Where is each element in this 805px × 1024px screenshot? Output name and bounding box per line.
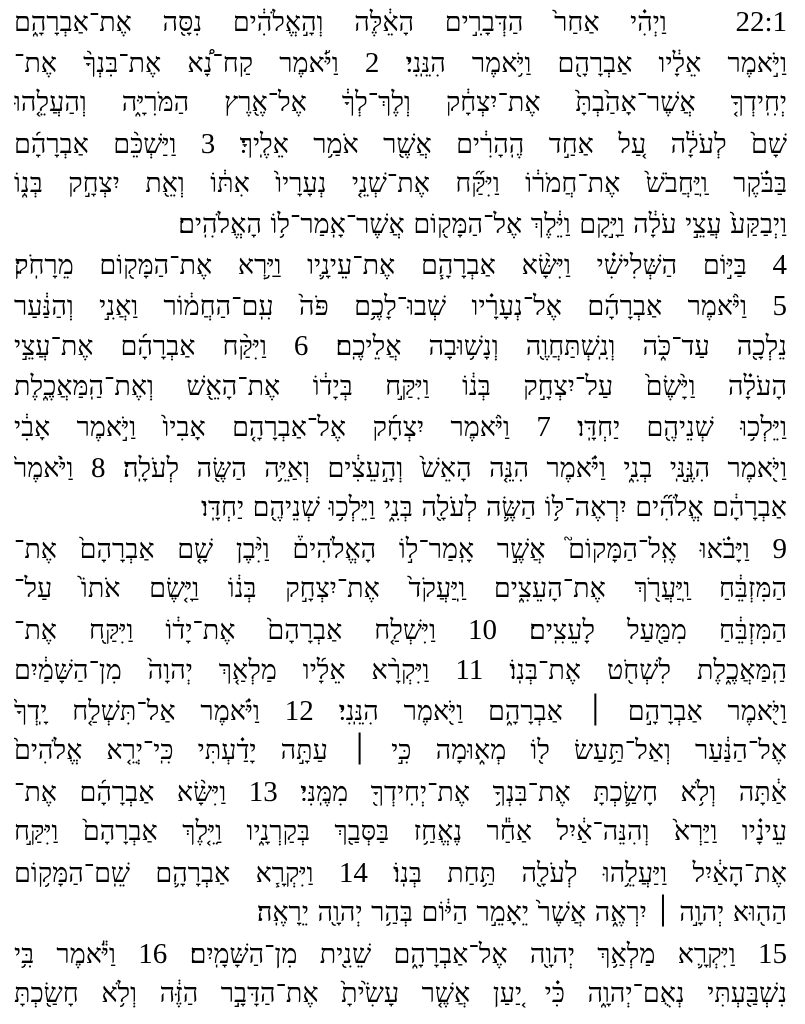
text-line: [14, 286, 787, 327]
verse-text: וַיִּקְרָ֛א מַלְאַ֥ךְ יְהוָ֖ה אֶל־אַבְרָהָ֑ם שֵׁנִ֖ית מִן־הַשָּׁמָֽיִם׃: [189, 938, 736, 970]
verse-text: וַיֹּ֖אמֶר הִנֶּ֣נִּֽי בְנִ֑י וַיֹּ֗אמֶר הִנֵּ֤ה הָאֵשׁ֙ וְהָ֣עֵצִ֔ים וְאַיֵּ֥ה הַשֶּׂ֖ה לְעֹלָֽה׃: [123, 452, 787, 484]
verse-text: נִשְׁבַּ֖עְתִּי נְאֻם־יְהוָ֑ה כִּ֗י יַ֚עַן אֲשֶׁ֤ר עָשִׂ֙יתָ֙ אֶת־הַדָּבָ֣ר הַזֶּ֔ה וְלֹ֥א חָשַׂ֖כְתָּ: [14, 978, 787, 1009]
verse-number: 10: [468, 613, 498, 646]
text-line: [14, 2, 787, 43]
verse-number: 15: [757, 937, 787, 970]
verse-text: וַיְבַקַּע֙ עֲצֵ֣י עֹלָ֔ה וַיָּ֣קָם וַיֵּ֔לֶךְ אֶל־הַמָּק֖וֹם אֲשֶׁר־אָֽמַר־ל֥וֹ הָאֱלֹהִֽים׃: [178, 208, 787, 240]
verse-number: 5: [772, 289, 787, 322]
text-line: [14, 529, 787, 570]
verse-number: 14: [338, 856, 368, 889]
verse-number: 4: [772, 249, 787, 281]
verse-number: 12: [284, 694, 314, 727]
verse-text: וַיֹּ֨אמֶר יִצְחָ֜ק אֶל־אַבְרָהָ֤ם אָבִיו֙ וַיֹּ֣אמֶר אָבִ֔י: [14, 412, 510, 443]
text-line: [14, 83, 787, 124]
text-line: [14, 43, 787, 84]
verse-text: וַיֹּ֙אמֶר֙: [14, 452, 74, 484]
verse-text: וַיִּשָּׂ֨א אַבְרָהָ֜ם אֶת־: [14, 776, 227, 808]
verse-number: 6: [293, 330, 309, 362]
verse-text: וַיָּבֹ֗אוּ אֶֽל־הַמָּקוֹם֮ אֲשֶׁ֣ר אָֽמַר־ל֣וֹ הָאֱלֹהִים֒ וַיִּ֨בֶן שָׁ֤ם אַבְרָהָם֙ אֶת־: [14, 533, 750, 565]
text-line: [14, 488, 787, 529]
verse-text: וַיִּקְרָ֧א אַבְרָהָ֛ם שֵֽׁם־הַמָּק֥וֹם: [14, 857, 314, 889]
verse-text: הָעֹלָ֗ה וַיָּ֙שֶׂם֙ עַל־יִצְחָ֣ק בְּנ֔וֹ וַיִּקַּ֣ח בְּיָד֔וֹ אֶת־הָאֵ֖שׁ וְאֶת־הַֽמַּאֲכֶ֑לֶת: [14, 370, 787, 402]
verse-text: וַיִּקַּ֨ח אַבְרָהָ֜ם אֶת־עֲצֵ֣י: [14, 331, 267, 362]
verse-text: אַבְרָהָ֔ם אֱלֹהִ֞ים יִרְאֶה־לּ֥וֹ הַשֶּׂ֛ה לְעֹלָ֖ה בְּנִ֑י וַיֵּלְכ֥וּ שְׁנֵיהֶ֖ם יַחְדָּֽו׃: [201, 492, 787, 523]
verse-text: הַֽמַּאֲכֶ֑לֶת לִשְׁחֹ֖ט אֶת־בְּנֽוֹ׃: [509, 655, 787, 686]
verse-text: בַּבֹּ֗קֶר וַֽיַּחֲבֹשׁ֙ אֶת־חֲמֹר֔וֹ וַיִּקַּ֞ח אֶת־שְׁנֵ֤י נְעָרָיו֙ אִתּ֔וֹ וְאֵ֖ת יִצְחָ֣ק בְּנ֑וֹ: [14, 168, 787, 199]
text-line: [14, 367, 787, 408]
text-line: [14, 893, 787, 934]
text-line: [14, 974, 787, 1015]
verse-text: וַיֵּלְכ֥וּ שְׁנֵיהֶ֖ם יַחְדָּֽו׃: [577, 412, 787, 443]
verse-text: וַיֹּ֕אמֶר בִּ֥י: [14, 938, 116, 970]
text-line: [14, 691, 787, 732]
verse-text: יְחִֽידְךָ֤ אֲשֶׁר־אָהַ֙בְתָּ֙ אֶת־יִצְחָ֔ק וְלֶךְ־לְךָ֔ אֶל־אֶ֖רֶץ הַמֹּרִיָּ֑ה וְהַעֲלֵ֤הוּ: [14, 87, 787, 118]
verse-text: וַיֹּ֗אמֶר אַל־תִּשְׁלַ֤ח יָֽדְךָ֙: [14, 695, 260, 727]
verse-number: 13: [248, 775, 278, 808]
verse-number: 8: [90, 451, 106, 484]
verse-number: 3: [200, 127, 216, 160]
text-line: [14, 205, 787, 246]
verse-text: וַיַּשְׁכֵּ֨ם אַבְרָהָ֜ם: [14, 128, 177, 160]
verse-text: וַיֹּ֣אמֶר אֵלָ֔יו אַבְרָהָ֖ם וַיֹּ֥אמֶר הִנֵּֽנִי׃: [405, 47, 787, 79]
verse-number: 2: [364, 46, 380, 79]
text-line: [14, 448, 787, 489]
verse-number: 7: [536, 411, 551, 443]
text-line: [14, 731, 787, 772]
verse-text: הַה֖וּא יְהוָ֣ה ׀ יִרְאֶ֑ה אֲשֶׁר֙ יֵאָמֵ֣ר הַיּ֔וֹם בְּהַ֥ר יְהוָ֖ה יֵרָאֶֽה׃: [256, 897, 787, 928]
text-line: [14, 812, 787, 853]
text-line: [14, 124, 787, 165]
verse-text: אֶת־הָאַ֔יִל וַיַּעֲלֵ֥הוּ לְעֹלָ֖ה תַּ֥חַת בְּנֽוֹ׃: [393, 857, 787, 889]
text-line: [14, 934, 787, 975]
verse-text: שָׁם֙ לְעֹלָ֔ה עַ֚ל אַחַ֣ד הֶֽהָרִ֔ים אֲשֶׁ֖ר אֹמַ֥ר אֵלֶֽיךָ׃: [239, 128, 787, 160]
text-line: [14, 569, 787, 610]
text-line: [14, 772, 787, 813]
chapter-verse-number: 22:1: [735, 6, 787, 38]
verse-text: הַמִּזְבֵּ֔חַ וַֽיַּעֲרֹ֖ךְ אֶת־הָעֵצִ֑ים וַֽיַּעֲקֹד֙ אֶת־יִצְחָ֣ק בְּנ֔וֹ וַיָּ֤שֶׂם אֹתוֹ֙ עַל־: [14, 573, 787, 604]
verse-text: וַיֹּ֖אמֶר אַבְרָהָ֣ם ׀ אַבְרָהָ֑ם וַיֹּ֖אמֶר הִנֵּֽנִי׃: [338, 695, 787, 727]
text-line: [14, 610, 787, 651]
text-line: [14, 326, 787, 367]
verse-text: וַיִּשְׁלַ֤ח אַבְרָהָם֙ אֶת־יָד֔וֹ וַיִּקַּ֖ח אֶת־: [14, 614, 436, 646]
verse-text: הַמִּזְבֵּ֔חַ מִמַּ֖עַל לָעֵצִֽים׃: [529, 614, 787, 646]
verse-text: בַּיּ֣וֹם הַשְּׁלִישִׁ֗י וַיִּשָּׂ֨א אַבְרָהָ֧ם אֶת־עֵינָ֛יו וַיַּ֥רְא אֶת־הַמָּק֖וֹם מֵרָחֹֽק׃: [14, 250, 747, 281]
verse-text: וַיְהִ֗י אַחַר֙ הַדְּבָרִ֣ים הָאֵ֔לֶּה וְהָ֣אֱלֹהִ֔ים נִסָּ֖ה אֶת־אַבְרָהָ֑ם: [14, 7, 667, 38]
verse-number: 9: [772, 532, 787, 565]
text-line: [14, 164, 787, 205]
verse-text: אֶל־הַנַּ֔עַר וְאַל־תַּ֥עַשׂ ל֖וֹ מְא֑וּמָה כִּ֣י ׀ עַתָּ֣ה יָדַ֗עְתִּי כִּֽי־יְרֵ֤א אֱלֹהִים֙: [14, 735, 787, 766]
verse-text: אַ֔תָּה וְלֹ֥א חָשַׂ֛כְתָּ אֶת־בִּנְךָ֥ אֶת־יְחִידְךָ֖ מִמֶּֽנִּי׃: [300, 776, 787, 808]
verse-text: וַיִּקְרָ֨א אֵלָ֜יו מַלְאַ֤ךְ יְהוָה֙ מִן־הַשָּׁמַ֔יִם: [14, 655, 430, 686]
text-line: [14, 650, 787, 691]
verse-number: 16: [138, 937, 168, 970]
verse-text: וַיֹּ֨אמֶר אַבְרָהָ֜ם אֶל־נְעָרָ֗יו שְׁבוּ־לָכֶ֥ם פֹּה֙ עִֽם־הַחֲמ֔וֹר וַאֲנִ֣י וְהַנַּ֔עַר: [14, 290, 748, 322]
verse-text: עֵינָ֗יו וַיַּרְא֙ וְהִנֵּה־אַ֔יִל אַחַ֕ר נֶאֱחַ֥ז בַּסְּבַ֖ךְ בְּקַרְנָ֑יו וַיֵּ֤לֶךְ אַבְרָהָם֙ וַיִּקַּ֣ח: [14, 816, 787, 847]
text-line: [14, 407, 787, 448]
verse-text: נֵלְכָ֖ה עַד־כֹּ֑ה וְנִֽשְׁתַּחֲוֶ֖ה וְנָשׁ֥וּבָה אֲלֵיכֶֽם׃: [335, 331, 787, 362]
verse-number: 11: [455, 654, 484, 686]
verse-text: וַיֹּ֡אמֶר קַח־נָ֠א אֶת־בִּנְךָ֨ אֶת־: [14, 47, 339, 79]
text-line: [14, 853, 787, 894]
text-line: [14, 245, 787, 286]
passage-text: [14, 2, 787, 1015]
